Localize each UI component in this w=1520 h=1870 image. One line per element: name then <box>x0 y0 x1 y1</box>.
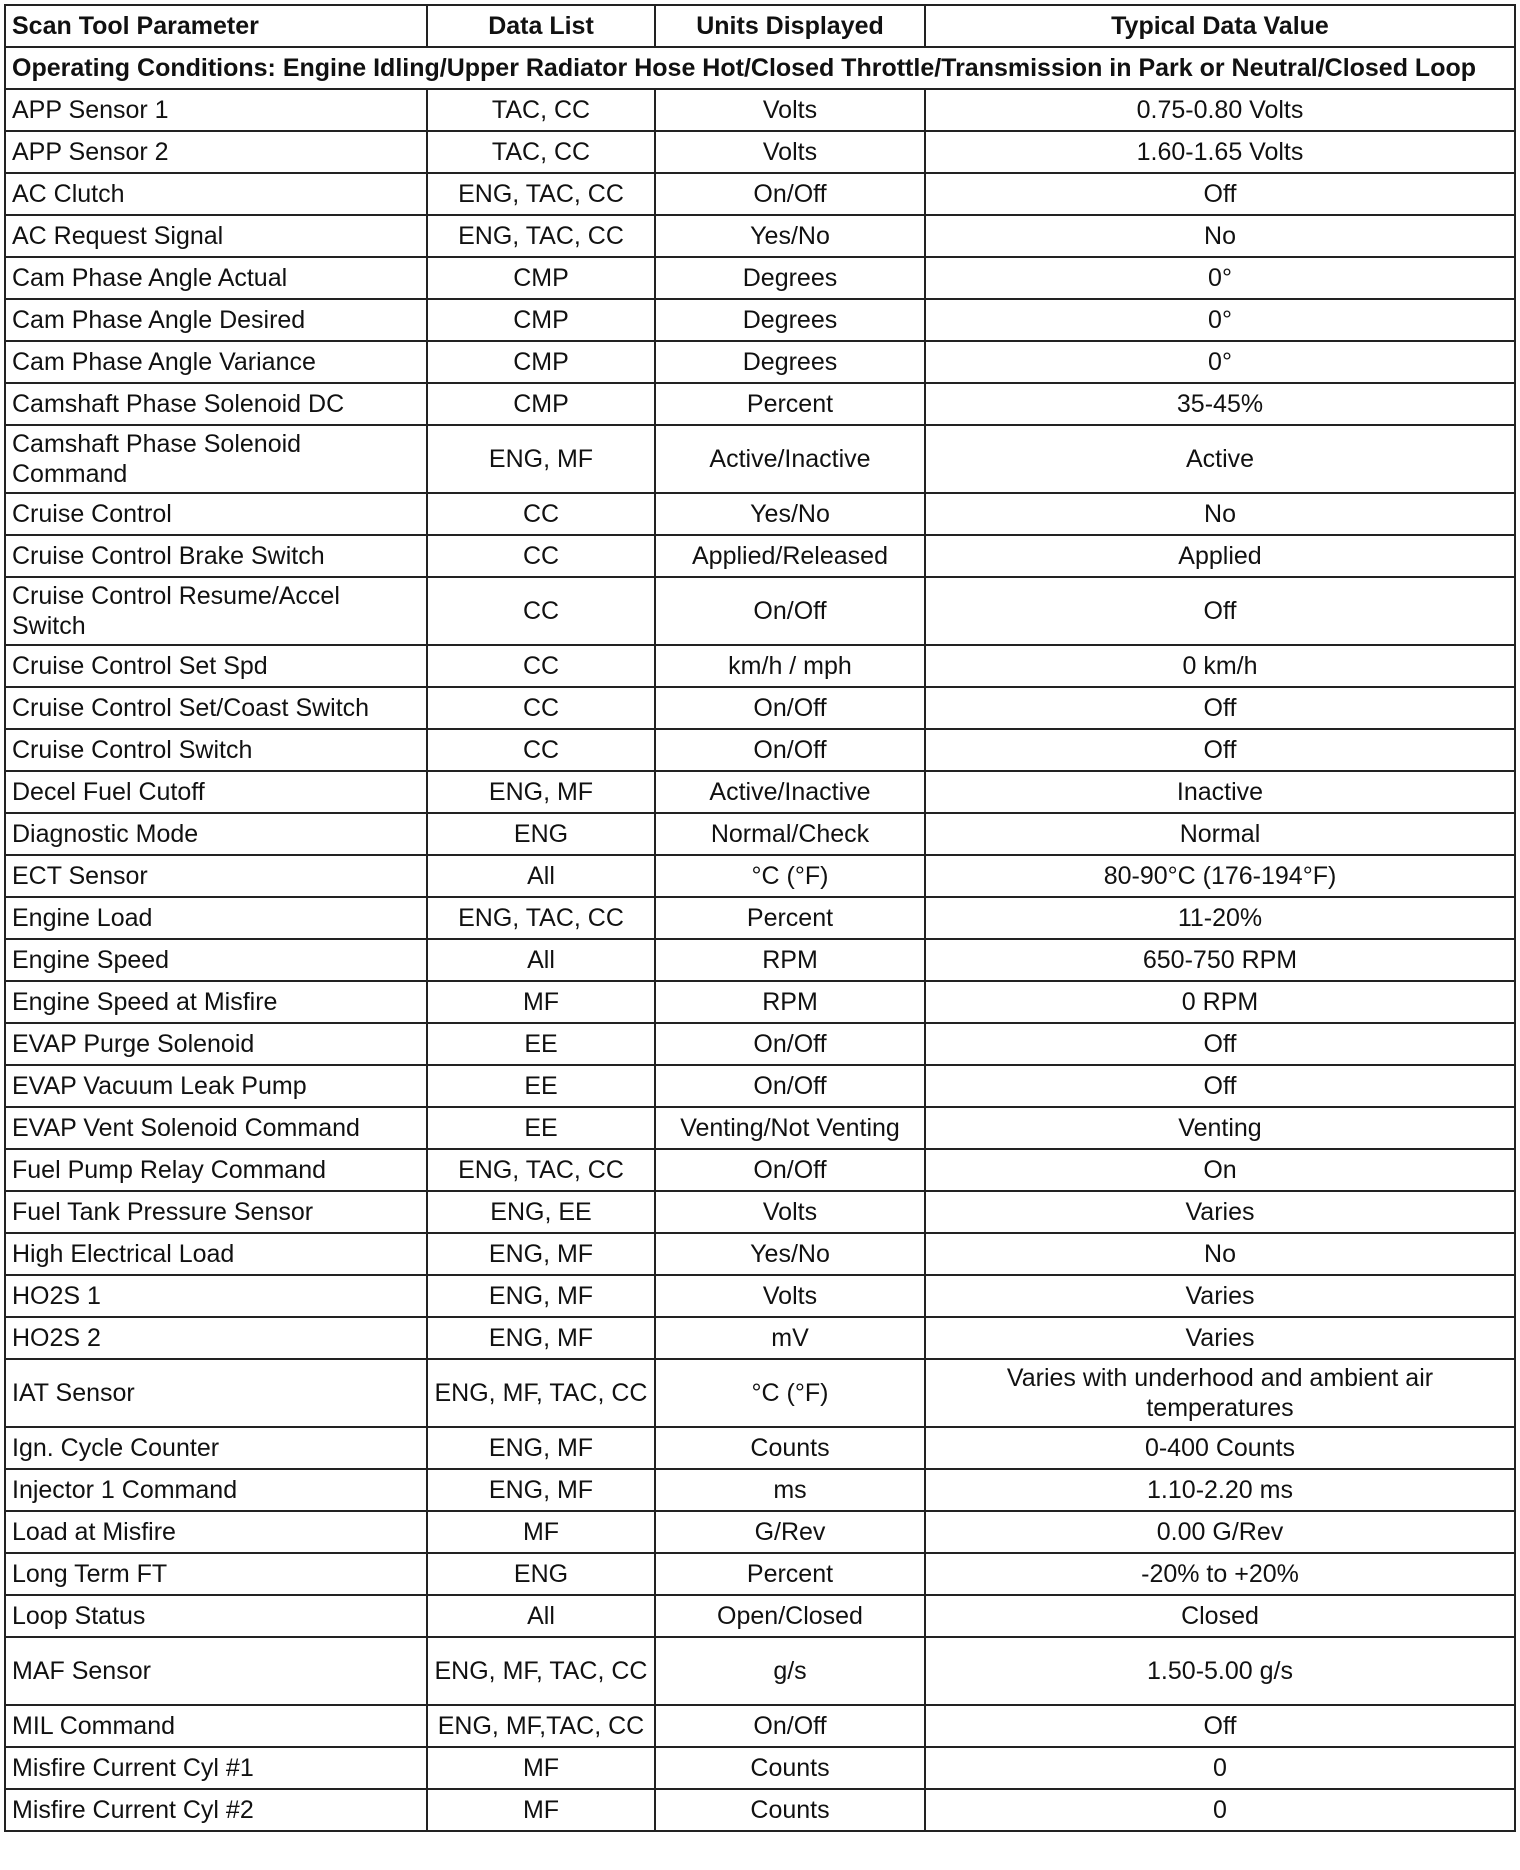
parameter-cell: Engine Speed <box>5 939 427 981</box>
typical-value-cell: 0 RPM <box>925 981 1515 1023</box>
table-row <box>5 215 1515 257</box>
parameter-cell: Cruise Control Set Spd <box>5 645 427 687</box>
parameter-cell: Camshaft Phase Solenoid DC <box>5 383 427 425</box>
units-cell: Counts <box>655 1789 925 1831</box>
typical-value-cell: 11-20% <box>925 897 1515 939</box>
units-cell: On/Off <box>655 577 925 645</box>
data-list-cell: EE <box>427 1107 655 1149</box>
units-cell: On/Off <box>655 687 925 729</box>
parameter-cell: Diagnostic Mode <box>5 813 427 855</box>
table-row <box>5 1637 1515 1705</box>
data-list-cell: ENG, MF <box>427 1317 655 1359</box>
typical-value-cell: 0.75-0.80 Volts <box>925 89 1515 131</box>
data-list-cell: ENG, EE <box>427 1191 655 1233</box>
typical-value-cell: -20% to +20% <box>925 1553 1515 1595</box>
units-cell: Percent <box>655 383 925 425</box>
table-row <box>5 341 1515 383</box>
parameter-cell: Decel Fuel Cutoff <box>5 771 427 813</box>
units-cell: g/s <box>655 1637 925 1705</box>
units-cell: Counts <box>655 1427 925 1469</box>
table-row <box>5 1747 1515 1789</box>
data-list-cell: All <box>427 1595 655 1637</box>
table-row <box>5 1065 1515 1107</box>
operating-conditions-row <box>5 47 1515 89</box>
typical-value-cell: Off <box>925 1023 1515 1065</box>
units-cell: Yes/No <box>655 1233 925 1275</box>
header-row <box>5 5 1515 47</box>
units-cell: °C (°F) <box>655 855 925 897</box>
parameter-cell: Load at Misfire <box>5 1511 427 1553</box>
typical-value-cell: No <box>925 215 1515 257</box>
parameter-cell: Injector 1 Command <box>5 1469 427 1511</box>
units-cell: G/Rev <box>655 1511 925 1553</box>
units-cell: On/Off <box>655 1705 925 1747</box>
parameter-cell: Misfire Current Cyl #1 <box>5 1747 427 1789</box>
units-cell: Open/Closed <box>655 1595 925 1637</box>
data-list-cell: EE <box>427 1065 655 1107</box>
units-cell: On/Off <box>655 729 925 771</box>
parameter-cell: Cruise Control Switch <box>5 729 427 771</box>
data-list-cell: MF <box>427 1511 655 1553</box>
scan-tool-data-sheet <box>4 4 1514 1832</box>
table-row <box>5 729 1515 771</box>
parameter-cell: ECT Sensor <box>5 855 427 897</box>
parameter-cell: APP Sensor 2 <box>5 131 427 173</box>
typical-value-cell: 0.00 G/Rev <box>925 1511 1515 1553</box>
typical-value-cell: Off <box>925 687 1515 729</box>
data-list-cell: ENG, MF <box>427 1427 655 1469</box>
typical-value-cell: 0° <box>925 299 1515 341</box>
typical-value-cell: Varies <box>925 1191 1515 1233</box>
parameter-cell: Cruise Control Resume/Accel Switch <box>5 577 427 645</box>
units-cell: Volts <box>655 131 925 173</box>
data-list-cell: CC <box>427 729 655 771</box>
data-list-cell: MF <box>427 1747 655 1789</box>
data-list-cell: ENG, MF <box>427 425 655 493</box>
units-cell: °C (°F) <box>655 1359 925 1427</box>
table-row <box>5 493 1515 535</box>
data-list-cell: ENG, TAC, CC <box>427 1149 655 1191</box>
data-list-cell: CMP <box>427 383 655 425</box>
data-list-cell: ENG, MF <box>427 771 655 813</box>
typical-value-cell: Varies with underhood and ambient air temperatures <box>925 1359 1515 1427</box>
data-list-cell: ENG <box>427 1553 655 1595</box>
typical-value-cell: 0 <box>925 1747 1515 1789</box>
parameter-cell: HO2S 1 <box>5 1275 427 1317</box>
typical-value-cell: 0° <box>925 257 1515 299</box>
table-row <box>5 1107 1515 1149</box>
table-row <box>5 1149 1515 1191</box>
units-cell: Volts <box>655 89 925 131</box>
data-list-cell: ENG, MF <box>427 1233 655 1275</box>
parameter-cell: Fuel Tank Pressure Sensor <box>5 1191 427 1233</box>
units-cell: Normal/Check <box>655 813 925 855</box>
data-list-cell: CC <box>427 645 655 687</box>
typical-value-cell: Varies <box>925 1317 1515 1359</box>
table-row <box>5 1595 1515 1637</box>
units-cell: ms <box>655 1469 925 1511</box>
typical-value-cell: Inactive <box>925 771 1515 813</box>
units-cell: Applied/Released <box>655 535 925 577</box>
operating-conditions: Operating Conditions: Engine Idling/Upper Radiator Hose Hot/Closed Throttle/Transmission in Park or Neutral/Closed Loop <box>5 47 1515 89</box>
parameter-cell: Long Term FT <box>5 1553 427 1595</box>
typical-value-cell: No <box>925 1233 1515 1275</box>
table-row <box>5 577 1515 645</box>
parameter-cell: AC Clutch <box>5 173 427 215</box>
typical-value-cell: Off <box>925 1705 1515 1747</box>
table-row <box>5 1023 1515 1065</box>
parameter-cell: EVAP Purge Solenoid <box>5 1023 427 1065</box>
data-list-cell: CC <box>427 493 655 535</box>
typical-value-cell: Off <box>925 173 1515 215</box>
parameter-cell: Cruise Control <box>5 493 427 535</box>
data-list-cell: ENG, MF, TAC, CC <box>427 1637 655 1705</box>
parameter-cell: Fuel Pump Relay Command <box>5 1149 427 1191</box>
table-row <box>5 89 1515 131</box>
typical-value-cell: Applied <box>925 535 1515 577</box>
data-list-cell: MF <box>427 1789 655 1831</box>
units-cell: Volts <box>655 1191 925 1233</box>
units-cell: km/h / mph <box>655 645 925 687</box>
typical-value-cell: 0-400 Counts <box>925 1427 1515 1469</box>
table-row <box>5 535 1515 577</box>
data-list-cell: ENG, MF <box>427 1469 655 1511</box>
data-list-cell: All <box>427 939 655 981</box>
table-row <box>5 1275 1515 1317</box>
data-list-cell: EE <box>427 1023 655 1065</box>
table-row <box>5 383 1515 425</box>
parameter-cell: Cam Phase Angle Variance <box>5 341 427 383</box>
data-list-cell: ENG, TAC, CC <box>427 897 655 939</box>
units-cell: Volts <box>655 1275 925 1317</box>
units-cell: Active/Inactive <box>655 771 925 813</box>
data-list-cell: TAC, CC <box>427 89 655 131</box>
units-cell: Counts <box>655 1747 925 1789</box>
table-row <box>5 1359 1515 1427</box>
table-row <box>5 1553 1515 1595</box>
data-list-cell: All <box>427 855 655 897</box>
table-body <box>5 47 1515 1831</box>
data-list-cell: ENG, MF,TAC, CC <box>427 1705 655 1747</box>
table-row <box>5 1705 1515 1747</box>
parameter-cell: Cruise Control Brake Switch <box>5 535 427 577</box>
units-cell: Percent <box>655 1553 925 1595</box>
units-cell: Degrees <box>655 341 925 383</box>
table-row <box>5 425 1515 493</box>
units-cell: On/Off <box>655 173 925 215</box>
data-list-cell: CMP <box>427 257 655 299</box>
parameter-cell: MAF Sensor <box>5 1637 427 1705</box>
table-row <box>5 1317 1515 1359</box>
typical-value-cell: 1.60-1.65 Volts <box>925 131 1515 173</box>
units-cell: RPM <box>655 981 925 1023</box>
table-row <box>5 645 1515 687</box>
typical-value-cell: On <box>925 1149 1515 1191</box>
table-row <box>5 1191 1515 1233</box>
parameter-cell: Cam Phase Angle Actual <box>5 257 427 299</box>
header-typical-data-value: Typical Data Value <box>925 5 1515 47</box>
units-cell: Yes/No <box>655 493 925 535</box>
units-cell: mV <box>655 1317 925 1359</box>
table-row <box>5 1427 1515 1469</box>
units-cell: Yes/No <box>655 215 925 257</box>
table-row <box>5 897 1515 939</box>
data-list-cell: ENG, TAC, CC <box>427 215 655 257</box>
data-list-cell: ENG <box>427 813 655 855</box>
typical-value-cell: Closed <box>925 1595 1515 1637</box>
data-list-cell: MF <box>427 981 655 1023</box>
table-row <box>5 1469 1515 1511</box>
parameter-cell: EVAP Vacuum Leak Pump <box>5 1065 427 1107</box>
table-row <box>5 299 1515 341</box>
typical-value-cell: 1.10-2.20 ms <box>925 1469 1515 1511</box>
table-row <box>5 1233 1515 1275</box>
typical-value-cell: Varies <box>925 1275 1515 1317</box>
parameter-cell: APP Sensor 1 <box>5 89 427 131</box>
units-cell: Active/Inactive <box>655 425 925 493</box>
table-row <box>5 939 1515 981</box>
units-cell: Degrees <box>655 299 925 341</box>
data-list-cell: CC <box>427 687 655 729</box>
table-row <box>5 813 1515 855</box>
units-cell: On/Off <box>655 1023 925 1065</box>
table-row <box>5 1511 1515 1553</box>
typical-value-cell: 650-750 RPM <box>925 939 1515 981</box>
typical-value-cell: Normal <box>925 813 1515 855</box>
typical-value-cell: Off <box>925 577 1515 645</box>
typical-value-cell: 80-90°C (176-194°F) <box>925 855 1515 897</box>
parameter-cell: IAT Sensor <box>5 1359 427 1427</box>
table-row <box>5 981 1515 1023</box>
data-list-cell: ENG, MF <box>427 1275 655 1317</box>
typical-value-cell: Off <box>925 729 1515 771</box>
typical-value-cell: Active <box>925 425 1515 493</box>
table-row <box>5 771 1515 813</box>
data-list-cell: ENG, MF, TAC, CC <box>427 1359 655 1427</box>
units-cell: Degrees <box>655 257 925 299</box>
parameter-cell: Camshaft Phase Solenoid Command <box>5 425 427 493</box>
parameter-cell: Cruise Control Set/Coast Switch <box>5 687 427 729</box>
units-cell: On/Off <box>655 1065 925 1107</box>
parameter-cell: Engine Speed at Misfire <box>5 981 427 1023</box>
data-list-cell: CC <box>427 577 655 645</box>
table-row <box>5 1789 1515 1831</box>
header-data-list: Data List <box>427 5 655 47</box>
parameter-cell: Ign. Cycle Counter <box>5 1427 427 1469</box>
data-list-cell: TAC, CC <box>427 131 655 173</box>
parameter-cell: AC Request Signal <box>5 215 427 257</box>
data-list-cell: ENG, TAC, CC <box>427 173 655 215</box>
data-list-cell: CMP <box>427 341 655 383</box>
table-row <box>5 131 1515 173</box>
header-units-displayed: Units Displayed <box>655 5 925 47</box>
parameter-cell: MIL Command <box>5 1705 427 1747</box>
typical-value-cell: 0° <box>925 341 1515 383</box>
parameter-cell: EVAP Vent Solenoid Command <box>5 1107 427 1149</box>
parameter-cell: Cam Phase Angle Desired <box>5 299 427 341</box>
parameter-cell: Loop Status <box>5 1595 427 1637</box>
typical-value-cell: No <box>925 493 1515 535</box>
header-scan-tool-parameter: Scan Tool Parameter <box>5 5 427 47</box>
units-cell: Percent <box>655 897 925 939</box>
units-cell: Venting/Not Venting <box>655 1107 925 1149</box>
parameter-cell: Engine Load <box>5 897 427 939</box>
data-list-cell: CC <box>427 535 655 577</box>
typical-value-cell: 0 <box>925 1789 1515 1831</box>
typical-value-cell: 1.50-5.00 g/s <box>925 1637 1515 1705</box>
typical-value-cell: 0 km/h <box>925 645 1515 687</box>
scan-tool-data-table <box>4 4 1516 1832</box>
typical-value-cell: 35-45% <box>925 383 1515 425</box>
units-cell: On/Off <box>655 1149 925 1191</box>
parameter-cell: Misfire Current Cyl #2 <box>5 1789 427 1831</box>
data-list-cell: CMP <box>427 299 655 341</box>
typical-value-cell: Off <box>925 1065 1515 1107</box>
parameter-cell: HO2S 2 <box>5 1317 427 1359</box>
parameter-cell: High Electrical Load <box>5 1233 427 1275</box>
table-row <box>5 257 1515 299</box>
table-row <box>5 855 1515 897</box>
table-row <box>5 687 1515 729</box>
units-cell: RPM <box>655 939 925 981</box>
table-row <box>5 173 1515 215</box>
typical-value-cell: Venting <box>925 1107 1515 1149</box>
